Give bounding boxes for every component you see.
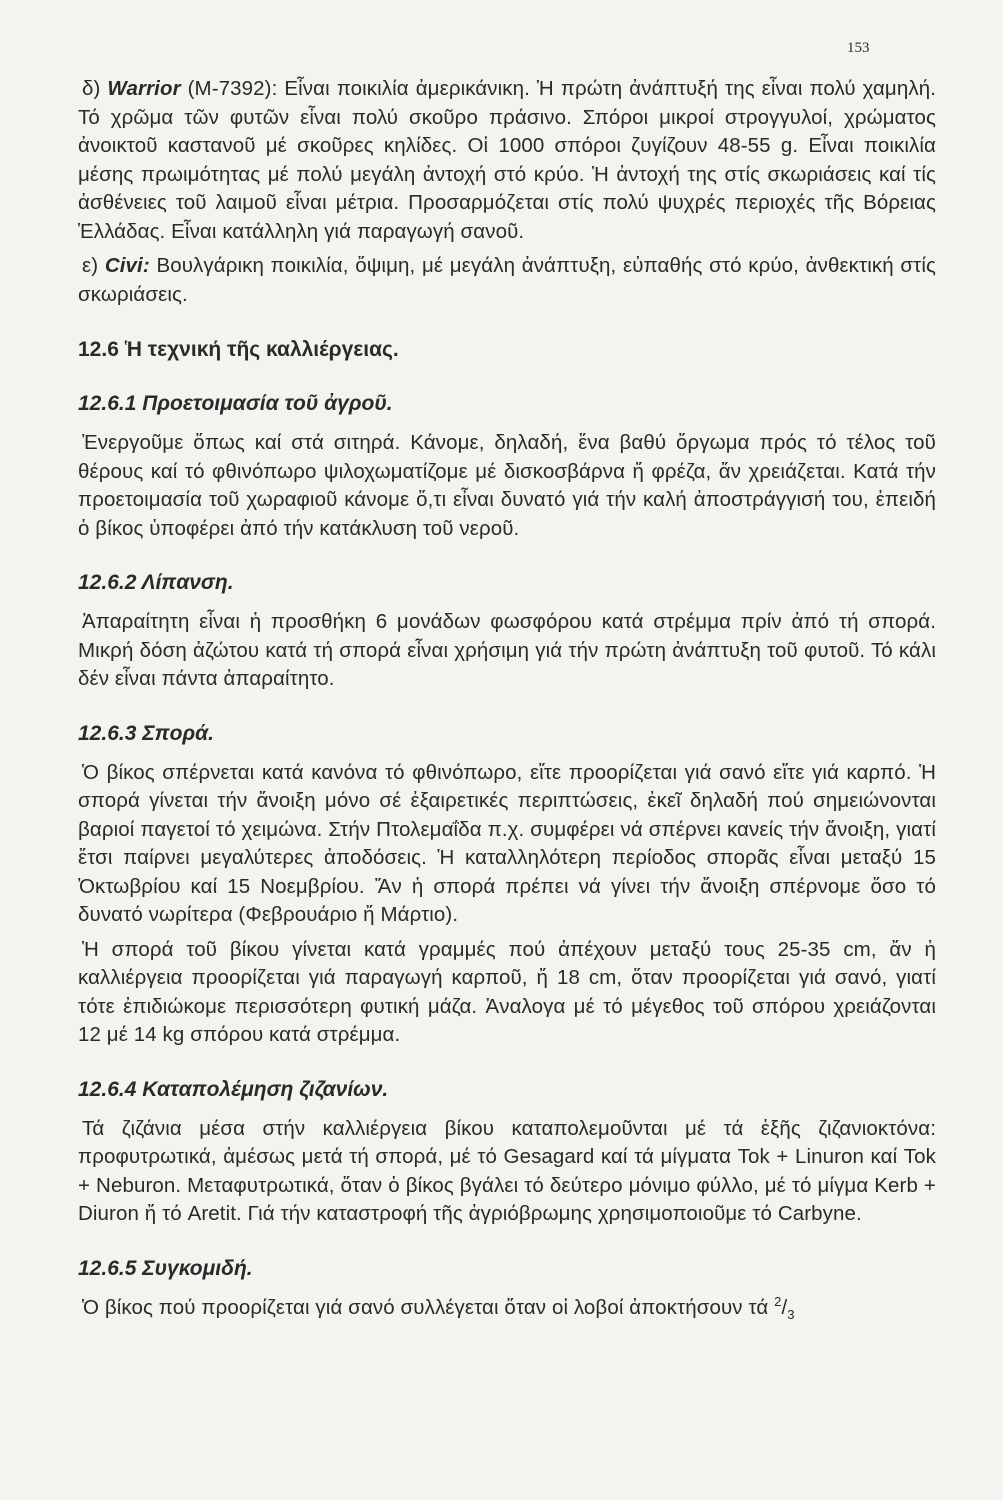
item-marker: δ) bbox=[82, 77, 101, 100]
section-heading: 12.6 Ἡ τεχνική τῆς καλλιέργειας. bbox=[78, 338, 399, 361]
paragraph-text: Ὁ βίκος πού προορίζεται γιά σανό συλλέγεται ὅταν οἱ λοβοί ἀποκτήσουν τά bbox=[82, 1295, 775, 1319]
variety-warrior bbox=[78, 75, 936, 246]
paragraph: Ὁ βίκος πού προορίζεται γιά σανό συλλέγεται ὅταν οἱ λοβοί ἀποκτήσουν τά $^2/_3$ bbox=[82, 1293, 795, 1322]
page-number: 153 bbox=[847, 40, 870, 56]
subsection-heading-preparation: 12.6.1 Προετοιμασία τοῦ ἀγροῦ. bbox=[78, 392, 393, 415]
subsection-heading-fertilization: 12.6.2 Λίπανση. bbox=[78, 571, 234, 594]
variety-description: Βουλγάρικη ποικιλία, ὄψιμη, μέ μεγάλη ἀνάπτυξη, εὐπαθής στό κρύο, ἀνθεκτική στίς σκωριάσεις. bbox=[78, 254, 936, 306]
variety-description: (M-7392): Εἶναι ποικιλία ἀμερικάνικη. Ἡ πρώτη ἀνάπτυξή της εἶναι πολύ χαμηλή. Τό χρῶμα τῶν φυτῶν εἶναι πολύ σκοῦρο πράσινο. Σπόροι μικροί στρογγυλοί, χρώματος ἀνοικτοῦ καστανοῦ μέ σκοῦρες κηλίδες. Οἱ 1000 σπόροι ζυγίζουν 48-55 g. Εἶναι ποικιλία μέσης πρωιμότητας μέ πολύ μεγάλη ἀντοχή στό κρύο. Ἡ ἀντοχή της στίς σκωριάσεις καί τίς ἀσθένειες τοῦ λαιμοῦ εἶναι μέτρια. Προσαρμόζεται στίς πολύ ψυχρές περιοχές τῆς Βόρειας Ἑλλάδας. Εἶναι κατάλληλη γιά παραγωγή σανοῦ. bbox=[78, 77, 936, 243]
variety-name: Civi: bbox=[104, 254, 150, 277]
subsection-heading-weeds: 12.6.4 Καταπολέμηση ζιζανίων. bbox=[78, 1077, 389, 1101]
page-body bbox=[78, 75, 936, 1322]
item-marker: ε) bbox=[82, 254, 99, 277]
fraction-denominator: 3 bbox=[787, 1306, 795, 1322]
paragraph: Ὁ βίκος σπέρνεται κατά κανόνα τό φθινόπωρο, εἴτε προορίζεται γιά σανό εἴτε γιά καρπό. Ἡ σπορά γίνεται τήν ἄνοιξη μόνο σέ ἐξαιρετικές περιπτώσεις, ἐκεῖ δηλαδή πού σημειώνονται βαριοί παγετοί τό χειμώνα. Στήν Πτολεμαΐδα π.χ. συμφέρει νά σπέρνει κανείς τήν ἄνοιξη, γιατί ἔτσι παίρνει μεγαλύτερες ἀποδόσεις. Ἡ καταλληλότερη περίοδος σπορᾶς εἶναι μεταξύ 15 Ὀκτωβρίου καί 15 Νοεμβρίου. Ἄν ἡ σπορά πρέπει νά γίνει τήν ἄνοιξη σπέρνομε ὅσο τό δυνατό νωρίτερα (Φεβρουάριο ἤ Μάρτιο). bbox=[78, 760, 936, 926]
variety-civi bbox=[78, 252, 936, 309]
paragraph: Τά ζιζάνια μέσα στήν καλλιέργεια βίκου καταπολεμοῦνται μέ τά ἑξῆς ζιζανιοκτόνα: προφυτρωτικά, ἀμέσως μετά τή σπορά, μέ τό Gesagard καί τά μίγματα Tok + Linuron καί Tok + Neburon. Μεταφυτρωτικά, ὅταν ὁ βίκος βγάλει τό δεύτερο μόνιμο φύλλο, μέ τό μίγμα Kerb + Diuron ἤ τό Aretit. Γιά τήν καταστροφή τῆς ἀγριόβρωμης χρησιμοποιοῦμε τό Carbyne. bbox=[78, 1116, 936, 1225]
paragraph: Ἀπαραίτητη εἶναι ἡ προσθήκη 6 μονάδων φωσφόρου κατά στρέμμα πρίν ἀπό τή σπορά. Μικρή δόση ἀζώτου κατά τή σπορά εἶναι χρήσιμη γιά τήν πρώτη ἀνάπτυξη τοῦ φυτοῦ. Τό κάλι δέν εἶναι πάντα ἀπαραίτητο. bbox=[78, 610, 936, 690]
fraction-numerator: 2 bbox=[774, 1293, 782, 1309]
paragraph: Ἐνεργοῦμε ὅπως καί στά σιτηρά. Κάνομε, δηλαδή, ἕνα βαθύ ὄργωμα πρός τό τέλος τοῦ θέρους καί τό φθινόπωρο ψιλοχωματίζομε μέ δισκοσβάρνα ἤ φρέζα, ἄν χρειάζεται. Κατά τήν προετοιμασία τοῦ χωραφιοῦ κάνομε ὅ,τι εἶναι δυνατό γιά τήν καλή ἀποστράγγισή του, ἐπειδή ὁ βίκος ὑποφέρει ἀπό τήν κατάκλυση τοῦ νεροῦ. bbox=[78, 431, 936, 540]
subsection-heading-harvest: 12.6.5 Συγκομιδή. bbox=[78, 1256, 253, 1280]
paragraph: Ἡ σπορά τοῦ βίκου γίνεται κατά γραμμές πού ἀπέχουν μεταξύ τους 25-35 cm, ἄν ἡ καλλιέργεια προορίζεται γιά παραγωγή καρποῦ, ἤ 18 cm, ὅταν προορίζεται γιά σανό, γιατί τότε ἐπιδιώκομε περισσότερη φυτική μάζα. Ἀναλογα μέ τό μέγεθος τοῦ σπόρου χρειάζονται 12 μέ 14 kg σπόρου κατά στρέμμα. bbox=[78, 937, 936, 1046]
variety-name: Warrior bbox=[107, 77, 181, 100]
subsection-heading-sowing: 12.6.3 Σπορά. bbox=[78, 721, 214, 745]
